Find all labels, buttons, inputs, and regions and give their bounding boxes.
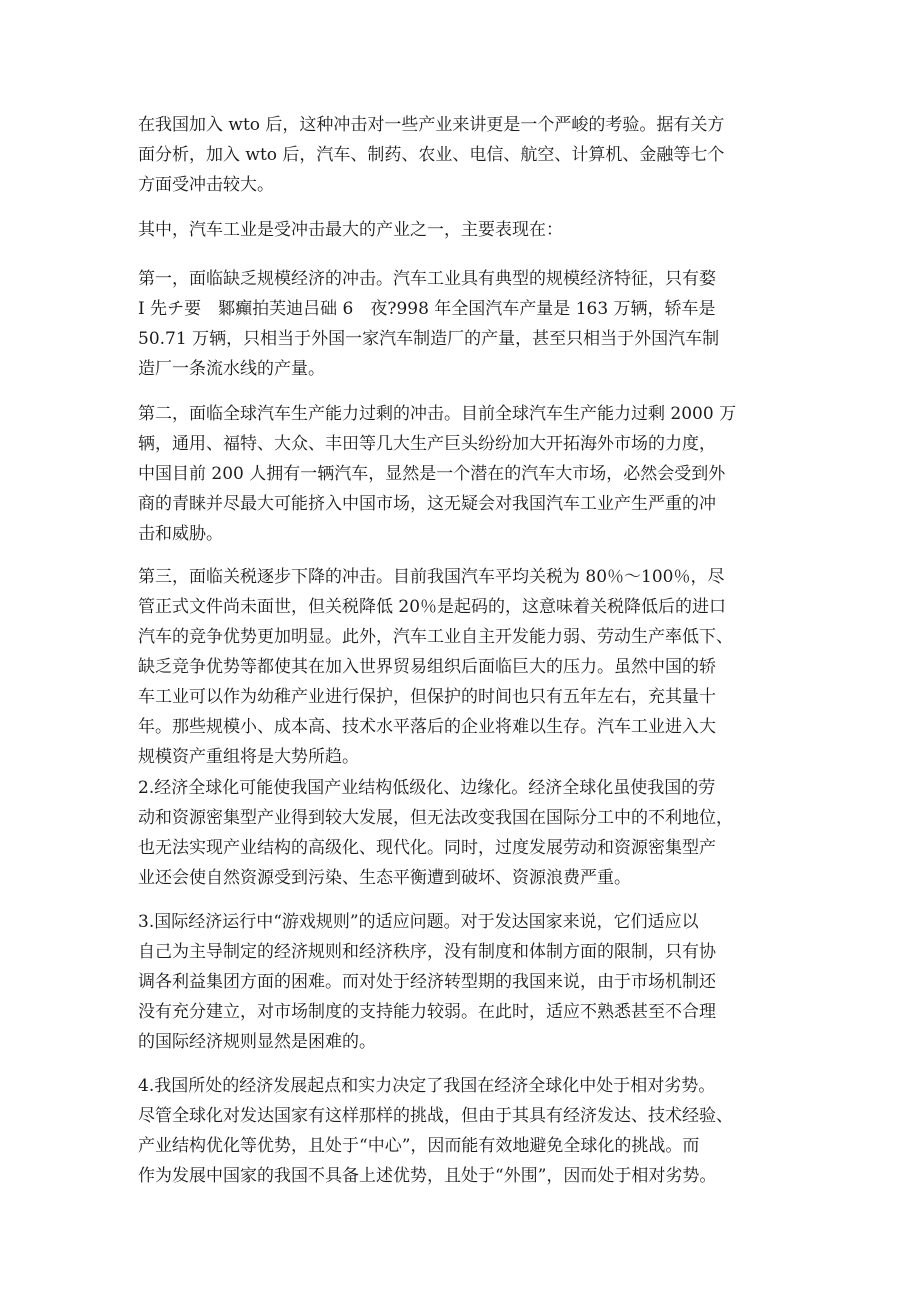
- paragraph-wto-intro: [138, 110, 798, 200]
- text-line: 3.国际经济运行中“游戏规则”的适应问题。对于发达国家来说，它们适应以: [138, 912, 699, 932]
- text-line: 方面受冲击较大。: [138, 175, 274, 195]
- text-line: 辆，通用、福特、大众、丰田等几大生产巨头纷纷加大开拓海外市场的力度，: [138, 434, 716, 454]
- text-line: 车工业可以作为幼稚产业进行保护，但保护的时间也只有五年左右，充其量十: [138, 687, 716, 707]
- text-line: 在我国加入 wto 后，这种冲击对一些产业来讲更是一个严峻的考验。据有关方: [138, 115, 725, 135]
- text-line: 第一，面临缺乏规模经济的冲击。汽车工业具有典型的规模经济特征，只有婺: [138, 269, 716, 289]
- text-line: 动和资源密集型产业得到较大发展，但无法改变我国在国际分工中的不利地位，: [138, 808, 733, 828]
- text-line: 没有充分建立，对市场制度的支持能力较弱。在此时，适应不熟悉甚至不合理: [138, 1002, 716, 1022]
- text-line: 缺乏竞争优势等都使其在加入世界贸易组织后面临巨大的压力。虽然中国的轿: [138, 657, 716, 677]
- paragraph-point-three: [138, 562, 798, 772]
- text-line: 造厂一条流水线的产量。: [138, 359, 325, 379]
- paragraph-point-one: [138, 264, 798, 384]
- text-line: 规模资产重组将是大势所趋。: [138, 747, 359, 767]
- text-line: 年。那些规模小、成本高、技术水平落后的企业将难以生存。汽车工业进入大: [138, 717, 716, 737]
- text-line: 中国目前 200 人拥有一辆汽车，显然是一个潜在的汽车大市场，必然会受到外: [138, 464, 726, 484]
- paragraph-point-two: [138, 399, 798, 549]
- text-line: 商的青睐并尽最大可能挤入中国市场，这无疑会对我国汽车工业产生严重的冲: [138, 494, 716, 514]
- text-line: 2.经济全球化可能使我国产业结构低级化、边缘化。经济全球化虽使我国的劳: [138, 778, 716, 798]
- text-line: 尽管全球化对发达国家有这样那样的挑战，但由于其具有经济发达、技术经验、: [138, 1106, 733, 1126]
- text-line: 第三，面临关税逐步下降的冲击。目前我国汽车平均关税为 80％～100％，尽: [138, 567, 725, 587]
- text-line: 自己为主导制定的经济规则和经济秩序，没有制度和体制方面的限制，只有协: [138, 942, 716, 962]
- text-line: 其中，汽车工业是受冲击最大的产业之一，主要表现在：: [138, 220, 563, 240]
- paragraph-section-2: [138, 773, 798, 893]
- text-line: 汽车的竞争优势更加明显。此外，汽车工业自主开发能力弱、劳动生产率低下、: [138, 627, 733, 647]
- text-line: 面分析，加入 wto 后，汽车、制药、农业、电信、航空、计算机、金融等七个: [138, 145, 725, 165]
- text-line: 第二，面临全球汽车生产能力过剩的冲击。目前全球汽车生产能力过剩 2000 万: [138, 404, 737, 424]
- text-line: 产业结构优化等优势，且处于“中心”，因而能有效地避免全球化的挑战。而: [138, 1136, 700, 1156]
- text-line: 业还会使自然资源受到污染、生态平衡遭到破坏、资源浪费严重。: [138, 868, 631, 888]
- text-line: 击和威胁。: [138, 524, 223, 544]
- paragraph-section-4: [138, 1071, 798, 1191]
- text-line: 作为发展中国家的我国不具备上述优势，且处于“外围”，因而处于相对劣势。: [138, 1166, 717, 1186]
- paragraph-auto-industry-summary: [138, 215, 798, 245]
- text-line: 管正式文件尚未面世，但关税降低 20％是起码的，这意味着关税降低后的进口: [138, 597, 727, 617]
- text-line: 也无法实现产业结构的高级化、现代化。同时，过度发展劳动和资源密集型产: [138, 838, 716, 858]
- text-line: 调各利益集团方面的困难。而对处于经济转型期的我国来说，由于市场机制还: [138, 972, 716, 992]
- text-line: I 先チ要 鄹癲拍芙迪吕础 6 夜?998 年全国汽车产量是 163 万辆，轿车是: [138, 299, 716, 319]
- text-line: 4.我国所处的经济发展起点和实力决定了我国在经济全球化中处于相对劣势。: [138, 1076, 716, 1096]
- paragraph-section-3: [138, 907, 798, 1057]
- text-line: 50.71 万辆，只相当于外国一家汽车制造厂的产量，甚至只相当于外国汽车制: [138, 329, 720, 349]
- text-line: 的国际经济规则显然是困难的。: [138, 1032, 376, 1052]
